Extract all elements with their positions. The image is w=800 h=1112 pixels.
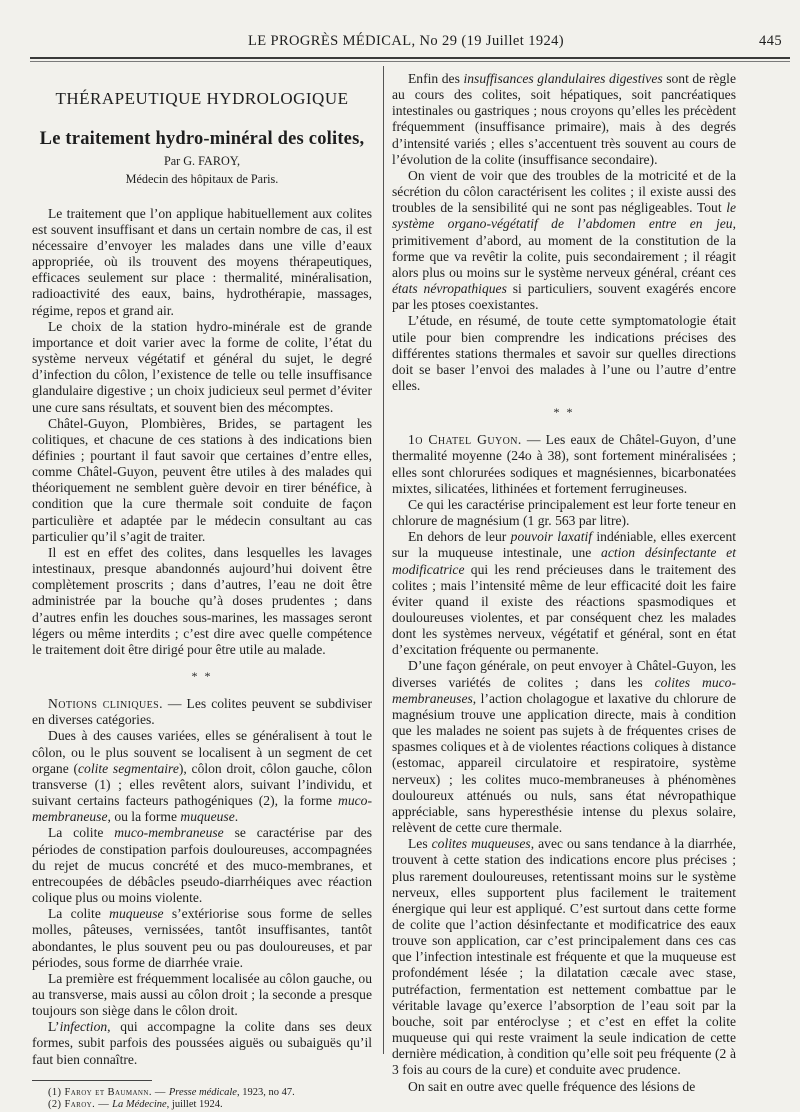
text-run: ), côlon droit, côlon gauche, côlon transverse (1) ; elles revêtent alors, suivant l’individu, et suivant certains facteurs pathogéniques (2), la forme <box>32 760 373 809</box>
text-run: (1) Faroy et Baumann. — <box>48 1086 169 1098</box>
text-run: On vient de voir que des troubles de la motricité et de la sécrétion du côlon caractérisent les colites ; il existe aussi des troubles de la sensibilité qui ne sont pas négligeables. Tout <box>392 167 736 216</box>
footnote-2 <box>32 1099 372 1112</box>
paragraph-insuffisances <box>392 71 736 168</box>
paragraph-choice: Le choix de la station hydro-minérale est de grande importance et doit varier avec la forme de colite, l’état du système nerveux végétatif et général du sujet, le degré d’infection du côlon, l’existence de telle ou telle insuffisance glandulaire digestive ; un choix judicieux seul permet d’éviter une cure sans résultats, et souvent bien des mécomptes. <box>32 318 372 415</box>
footnote-rule <box>32 1080 152 1081</box>
paragraph-muco <box>32 825 372 906</box>
paragraph-chatel-guyon <box>392 432 736 497</box>
paragraph-muqueuse <box>32 906 372 971</box>
text-run: La colite <box>48 906 110 922</box>
paragraph-localisation: La première est fréquemment localisée au côlon gauche, ou au transverse, mais aussi au côlon droit ; la seconde a presque toujours son siège dans le côlon droit. <box>32 970 372 1019</box>
text-run: (2) Faroy. — <box>48 1099 113 1111</box>
running-header <box>30 33 782 53</box>
header-rule-thin <box>30 61 790 62</box>
text-run: se caractérise par des périodes de constipation parfois douloureuses, accompagnées du rejet de mucus concrété et des muco-membranes, et entrecoupées de débâcles pseudo-diarrhéiques avec réaction colique plus ou moins violente. <box>32 825 372 906</box>
italic-run: colites muqueuses <box>431 836 531 852</box>
paragraph-stations: Châtel-Guyon, Plombières, Brides, se partagent les colitiques, et chacune de ces stations à des indications bien définies ; pourtant il faut savoir que certaines d’entre elles, comme Châtel-Guyon, peuvent être utiles à des malades qui théoriquement ne semblent guère devoir en tirer bénéfice, à condition que la cure thermale soit conduite de façon particulière et adaptée par le médecin consultant au cas particulier qu’il s’agit de traiter. <box>32 415 372 544</box>
text-run: En dehors de leur <box>408 529 511 545</box>
paragraph-generale <box>392 658 736 836</box>
text-run: sont de règle au cours des colites, soit hépatiques, soit pancréatiques intestinales ou gastriques ; nous croyons qu’elles les précèdent fréquemment (insuffisance primaire), mais à des degrés d’intensité variés ; elles s’accentuent très souvent au cours de l’évolution de la colite (insuffisance secondaire). <box>392 71 736 167</box>
text-run: , juillet 1924. <box>166 1099 223 1111</box>
italic-run: infection <box>59 1019 108 1035</box>
text-run: L’ <box>48 1019 60 1035</box>
column-divider <box>383 66 384 1054</box>
text-run: indéniable, elles exercent sur la muqueuse intestinale, une <box>392 529 737 561</box>
author-byline: Par G. FAROY, <box>163 154 241 169</box>
italic-run: muqueuse <box>180 809 235 825</box>
text-run: s’extériorise sous forme de selles molles, pâteuses, vernissées, tantôt insuffisantes, tantôt abondantes, le plus souvent peu ou pas douloureuses, et par périodes, sous forme de diarrhée vraie. <box>32 906 372 970</box>
paragraph-lavages: Il est en effet des colites, dans lesquelles les lavages intestinaux, presque abandonnés aujourd’hui doivent être complètement proscrits ; dans d’autres, l’eau ne doit être administrée par la bouche qu’à doses prudentes ; dans d’autres enfin les douches sous-marines, les massages seront légers ou même interdits ; c’est dire avec quelle compétence le traitement doit être dirigé pour être utile au malade. <box>32 544 372 657</box>
italic-run: le système organo-végétatif de l’abdomen entre en jeu <box>392 200 736 232</box>
italic-run: muco-membraneuse <box>114 825 224 841</box>
page-number: 445 <box>759 33 782 49</box>
text-run: — Les eaux de Châtel-Guyon, d’une thermalité moyenne (24o à 38), sont fortement minéralisées ; elles sont chlorurées sodiques et magnésiennes, bicarbonatées mixtes, silicatées, lithinées et fortement ferrugineuses. <box>392 432 737 496</box>
notions-lead: Notions cliniques. <box>48 696 163 712</box>
paragraph-magnesium: Ce qui les caractérise principalement est leur forte teneur en chlorure de magnésium (1 gr. 563 par litre). <box>392 496 736 529</box>
paragraph-laxatif <box>392 529 736 658</box>
italic-run: colites muco-membraneuses <box>392 674 737 706</box>
right-column <box>392 71 736 1095</box>
text-run: La colite <box>48 825 115 841</box>
paragraph-lesions: On sait en outre avec quelle fréquence des lésions de <box>408 1078 696 1094</box>
paragraph-sensibilite <box>392 168 736 313</box>
paragraph-infection <box>32 1019 372 1067</box>
section-separator-stars: * * <box>191 669 213 683</box>
text-run: , primitivement d’abord, au moment de la constitution de la forme que va revêtir la colite, puis secondairement ; il réagit alors plus ou moins sur le système nerveux général, créant ces <box>392 216 736 280</box>
text-run: qui les rend précieuses dans le traitement des colites ; mais l’intensité même de leur efficacité doit les faire éviter quand il existe des réactions spasmodiques et douloureuses violentes, et par conséquent chez les malades dont les systèmes nerveux, végétatif et général, sont en état d’excitation fréquente ou permanente. <box>392 561 736 658</box>
text-run: . <box>234 809 239 825</box>
paragraph-notions <box>32 696 372 728</box>
text-run: , l’action cholagogue et laxative du chlorure de magnésium trouve une application directe, mais à condition que les malades ne soient pas sujets à de fréquentes crises de spasmes coliques et à de violentes réactions coliques à distance (estomac, appareil circulatoire et respiratoire, système nerveux) ; les colites muco-membraneuses à phénomènes douloureux atténués ou nuls, sans état névropathique appréciable, sans hyperesthésie intense du plexus solaire, relèvent de cette cure thermale. <box>392 690 736 836</box>
paragraph-resume: L’étude, en résumé, de toute cette symptomatologie était utile pour bien comprendre les indications précises des différentes stations thermales et savoir sur quelles directions doit se baser l’envoi des malades à l’une ou l’autre d’entre elles. <box>392 313 736 393</box>
running-title: LE PROGRÈS MÉDICAL, No 29 (19 Juillet 1924) <box>247 33 565 49</box>
section-heading: THÉRAPEUTIQUE HYDROLOGIQUE <box>55 89 349 108</box>
text-run: Dues à des causes variées, elles se généralisent à tout le côlon, ou le plus souvent se localisent à un segment de cet organe ( <box>32 728 372 776</box>
text-run: Les <box>408 836 432 852</box>
italic-run: Presse médicale <box>168 1086 237 1098</box>
italic-run: La Médecine <box>112 1099 167 1111</box>
italic-run: muco-membraneuse <box>32 793 372 825</box>
italic-run: colite segmentaire <box>78 760 179 776</box>
italic-run: action désinfectante et modificatrice <box>392 545 736 577</box>
italic-run: muqueuse <box>109 906 164 922</box>
text-run: Enfin des <box>408 71 464 86</box>
text-run: , avec ou sans tendance à la diarrhée, trouvent à cette station des indications encore plus précises ; plus rarement douloureuses, retentissant moins sur le système nerveux, elles supportent plus facilement le traitement énergique qui leur est appliqué. C’est surtout dans cette forme de colite que l’action désinfectante et modificatrice des eaux trouve son application, car c’est principalement dans ces cas que l’infection intestinale est fréquente et que la muqueuse est profondément lésée ; la dilatation cæcale avec stase, putréfaction, fermentation est nettement combattue par le véritable lavage qu’exerce l’absorption de l’eau soit par la bouche, soit par entéroclyse ; et c’est en effet la colite muqueuse qui qui reste vraiment la seule indication de cette dernière médication, à condition qu’elle soit peu fréquente (2 à 3 fois au cours de la cure) et conduite avec prudence. <box>392 836 736 1078</box>
text-run: D’une façon générale, on peut envoyer à Châtel-Guyon, les diverses variétés de colites ; dans les <box>392 658 736 690</box>
article-title: Le traitement hydro-minéral des colites, <box>39 129 365 150</box>
italic-run: pouvoir laxatif <box>510 529 593 545</box>
italic-run: insuffisances glandulaires digestives <box>463 71 663 86</box>
text-run: , ou la forme <box>107 809 181 825</box>
station-heading: 1o Chatel Guyon. <box>408 432 522 448</box>
header-rule <box>30 57 790 59</box>
text-run: si particuliers, souvent exagérés encore par les ptoses coexistantes. <box>392 281 736 313</box>
left-column <box>32 70 372 1112</box>
author-affiliation: Médecin des hôpitaux de Paris. <box>125 172 279 187</box>
notions-text: — Les colites peuvent se subdiviser en diverses catégories. <box>32 696 372 728</box>
paragraph-colites-muqueuses <box>392 836 736 1078</box>
text-run: , qui accompagne la colite dans ses deux formes, subit parfois des poussées aiguës ou subaiguës qu’il faut bien connaître. <box>32 1019 372 1067</box>
text-run: , 1923, no 47. <box>236 1086 295 1098</box>
footnote-1 <box>32 1087 372 1100</box>
italic-run: états névropathiques <box>392 281 507 297</box>
paragraph-intro: Le traitement que l’on applique habituellement aux colites est souvent insuffisant et dans un certain nombre de cas, il est nécessaire d’envoyer les malades dans une ville d’eaux appropriée, où ils trouvent des moyens thérapeutiques, efficaces seulement sur place : thermalité, minéralisation, radioactivité des eaux, bains, hydrothérapie, massages, régime, repos et grand air. <box>32 205 372 318</box>
paragraph-causes <box>32 728 372 825</box>
section-separator-stars: * * <box>553 405 575 420</box>
